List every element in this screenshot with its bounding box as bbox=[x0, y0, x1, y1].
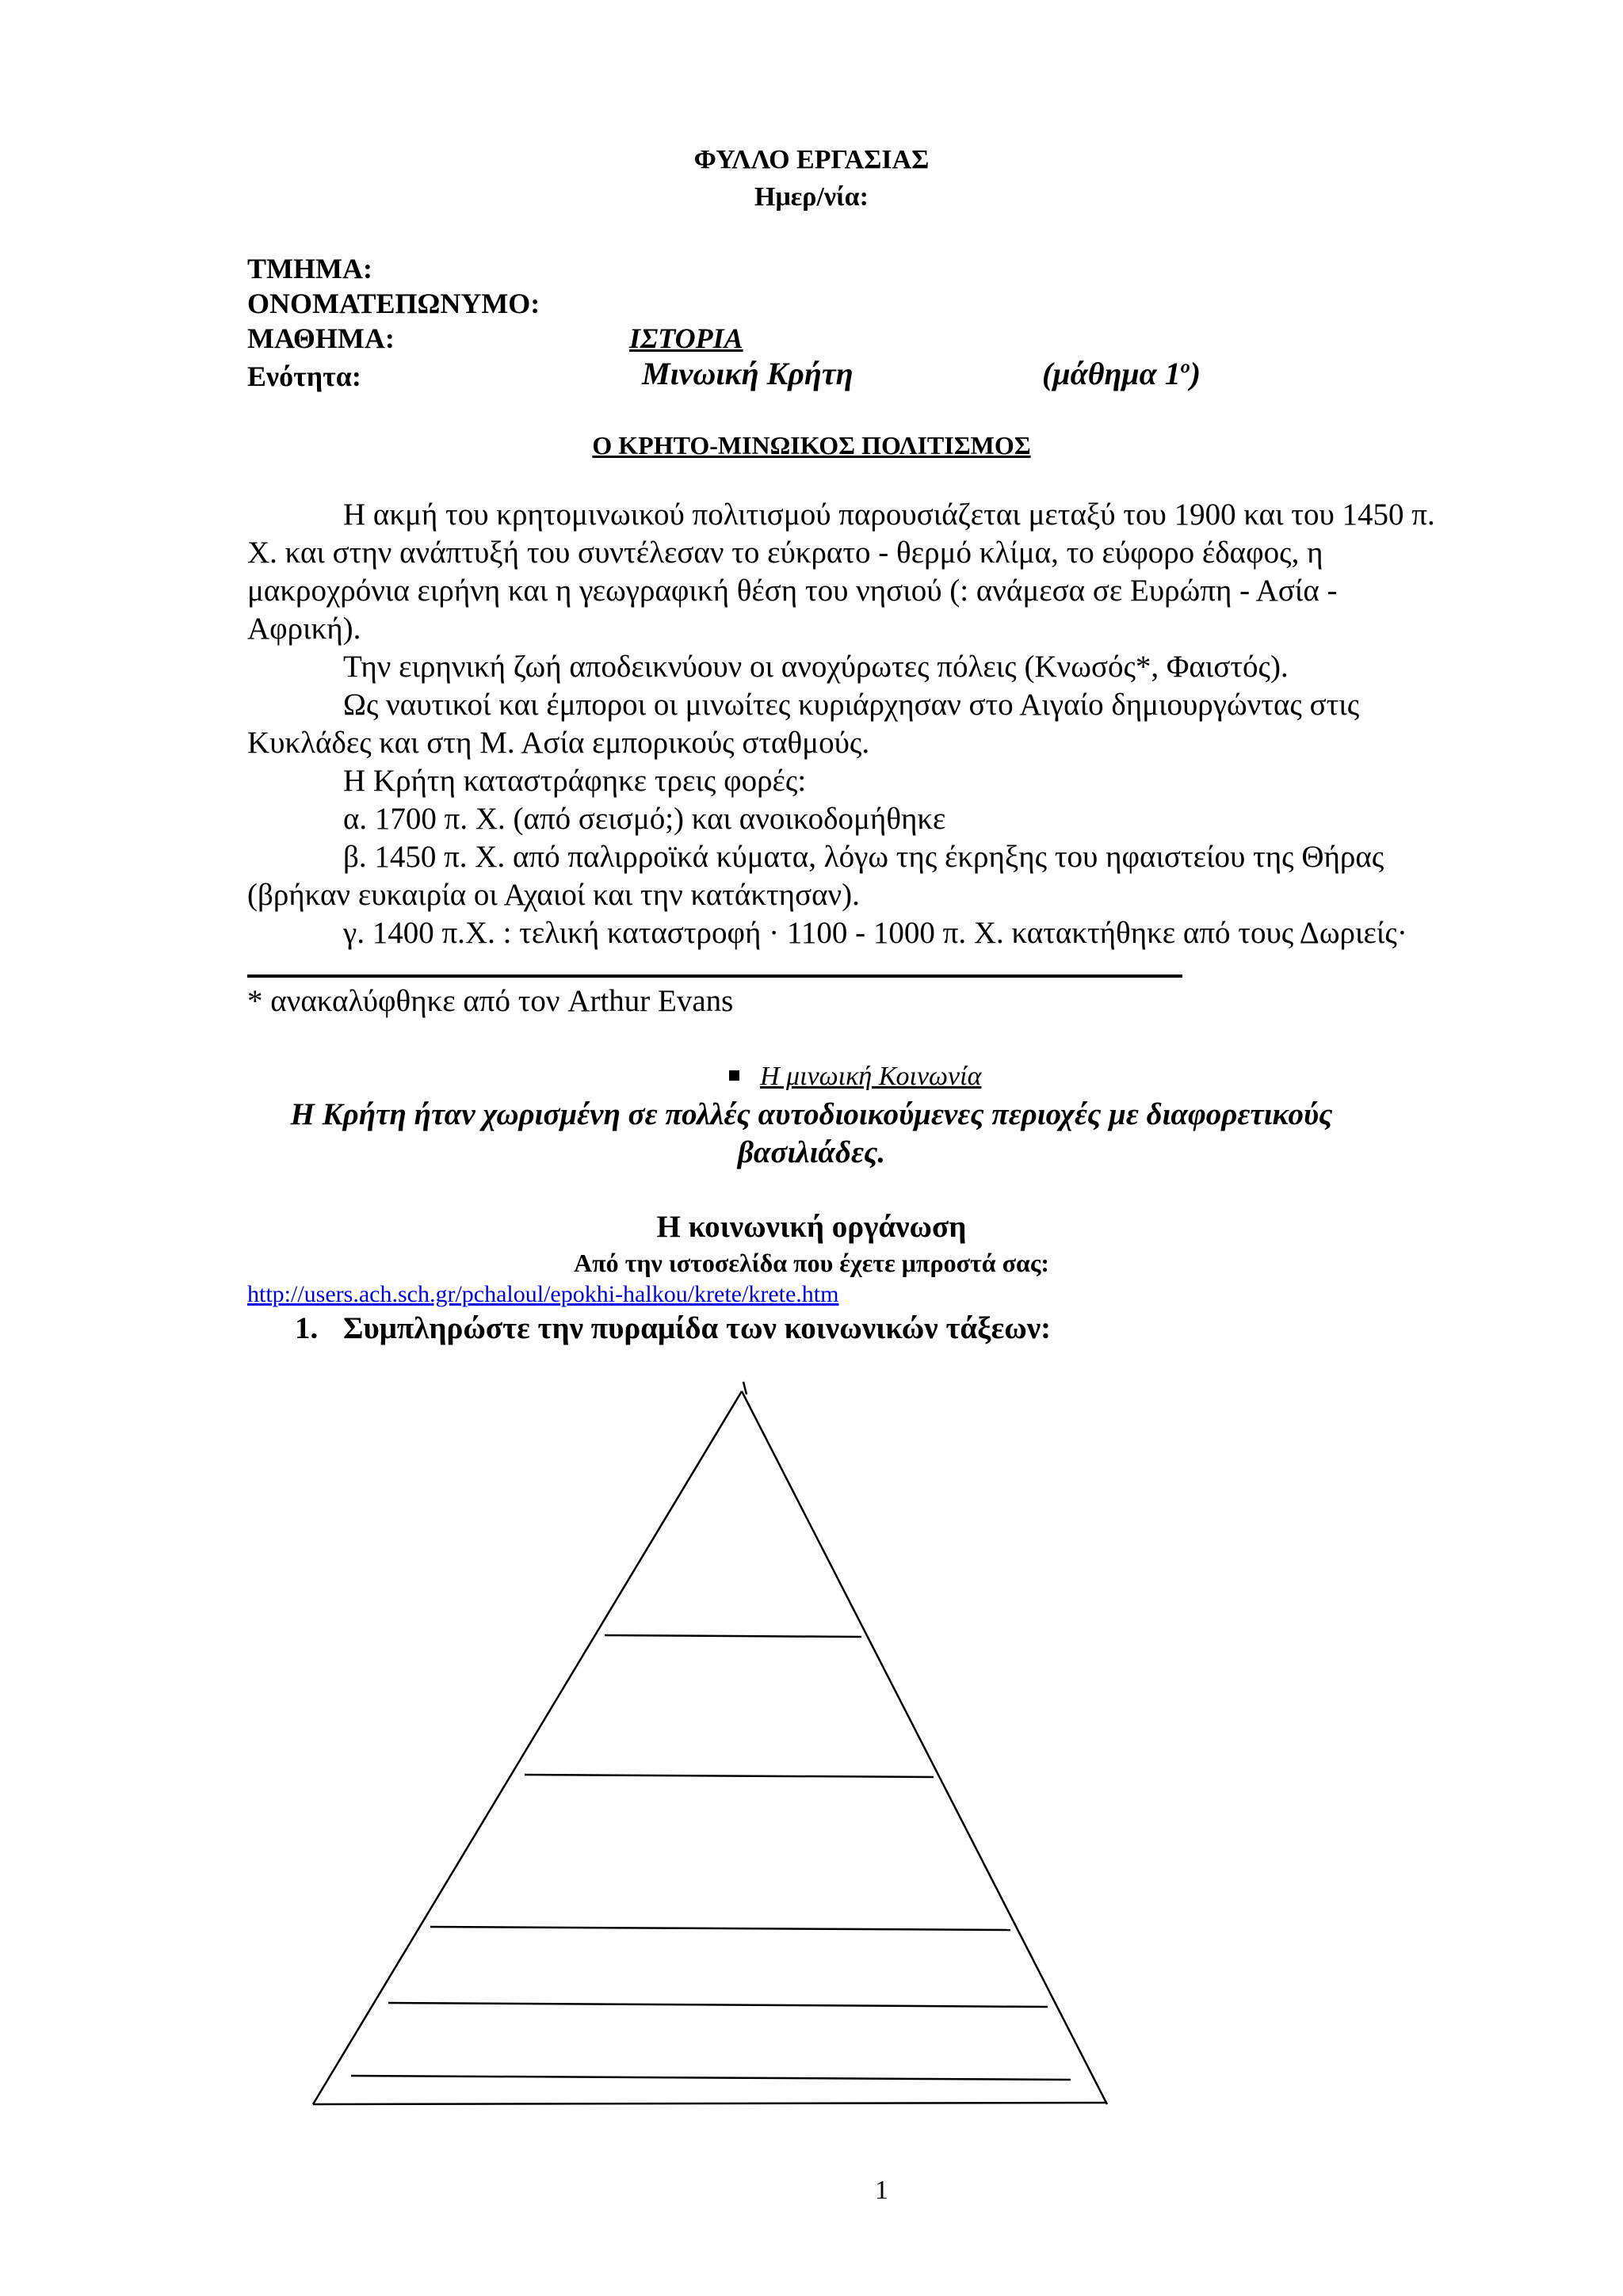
pyramid-tier-line[interactable] bbox=[525, 1775, 934, 1777]
paragraph-line: Αφρική). bbox=[247, 612, 361, 646]
pyramid-left-edge bbox=[313, 1391, 742, 2104]
task-number: 1. bbox=[295, 1311, 319, 1345]
paragraph-line: α. 1700 π. Χ. (από σεισμό;) και ανοικοδομήθηκε bbox=[343, 802, 946, 836]
paragraph-line: Ως ναυτικοί και έμποροι οι μινωίτες κυριάρχησαν στο Αιγαίο δημιουργώντας στις bbox=[343, 688, 1360, 722]
section-title: Ο ΚΡΗΤΟ-ΜΙΝΩΙΚΟΣ ΠΟΛΙΤΙΣΜΟΣ bbox=[592, 431, 1031, 460]
pyramid-base bbox=[313, 2103, 1107, 2104]
date-label: Ημερ/νία: bbox=[754, 182, 869, 212]
paragraph-line: μακροχρόνια ειρήνη και η γεωγραφική θέση του νησιού (: ανάμεσα σε Ευρώπη - Ασία - bbox=[247, 574, 1338, 608]
paragraph-line: (βρήκαν ευκαιρία οι Αχαιοί και την κατάκτησαν). bbox=[247, 878, 860, 912]
unit-label: Ενότητα: bbox=[247, 360, 361, 392]
class-label: ΤΜΗΜΑ: bbox=[247, 253, 372, 284]
subject-value: ΙΣΤΟΡΙΑ bbox=[629, 322, 743, 354]
paragraph-line: Χ. και στην ανάπτυξή του συντέλεσαν το εύκρατο - θερμό κλίμα, το εύφορο έδαφος, η bbox=[247, 536, 1323, 570]
footnote: * ανακαλύφθηκε από τον Arthur Evans bbox=[247, 984, 734, 1018]
organization-subtitle: Από την ιστοσελίδα που έχετε μπροστά σας: bbox=[573, 1249, 1050, 1277]
paragraph-line: γ. 1400 π.Χ. : τελική καταστροφή · 1100 - 1000 π. Χ. κατακτήθηκε από τους Δωριείς· bbox=[343, 916, 1407, 950]
pyramid-right-edge bbox=[742, 1391, 1107, 2104]
unit-value: Μινωική Κρήτη bbox=[642, 356, 854, 391]
pyramid-apex-tick bbox=[743, 1382, 747, 1394]
source-link[interactable]: http://users.ach.sch.gr/pchaloul/epokhi-halkou/krete/krete.htm bbox=[247, 1281, 839, 1307]
paragraph-line: Κυκλάδες και στη Μ. Ασία εμπορικούς σταθμούς. bbox=[247, 726, 870, 760]
paragraph-line: Η ακμή του κρητομινωικού πολιτισμού παρουσιάζεται μεταξύ του 1900 και του 1450 π. bbox=[343, 498, 1435, 532]
worksheet-title: ΦΥΛΛΟ ΕΡΓΑΣΙΑΣ bbox=[693, 145, 930, 174]
pyramid-tier-line[interactable] bbox=[430, 1927, 1010, 1930]
paragraph-line: β. 1450 π. Χ. από παλιρροϊκά κύματα, λόγω της έκρηξης του ηφαιστείου της Θήρας bbox=[343, 840, 1384, 874]
pyramid-tier-line[interactable] bbox=[605, 1635, 861, 1637]
organization-title: Η κοινωνική οργάνωση bbox=[656, 1210, 967, 1244]
paragraph-line: Η Κρήτη καταστράφηκε τρεις φορές: bbox=[343, 764, 807, 798]
page-number: 1 bbox=[875, 2176, 888, 2205]
fullname-label: ΟΝΟΜΑΤΕΠΩΝΥΜΟ: bbox=[247, 288, 540, 319]
subject-label: ΜΑΘΗΜΑ: bbox=[247, 322, 395, 354]
task-instruction: Συμπληρώστε την πυραμίδα των κοινωνικών τάξεων: bbox=[343, 1311, 1052, 1345]
pyramid-tier-line[interactable] bbox=[351, 2076, 1071, 2080]
society-line-1: Η Κρήτη ήταν χωρισμένη σε πολλές αυτοδιοικούμενες περιοχές με διαφορετικούς bbox=[290, 1097, 1333, 1131]
pyramid-tier-line[interactable] bbox=[388, 2003, 1048, 2007]
lesson-number: (μάθημα $1^o$) bbox=[1042, 356, 1201, 391]
society-title: Η μινωική Κοινωνία bbox=[760, 1062, 982, 1091]
society-line-2: βασιλιάδες. bbox=[737, 1135, 886, 1169]
paragraph-line: Την ειρηνική ζωή αποδεικνύουν οι ανοχύρωτες πόλεις (Κνωσός*, Φαιστός). bbox=[343, 650, 1289, 684]
